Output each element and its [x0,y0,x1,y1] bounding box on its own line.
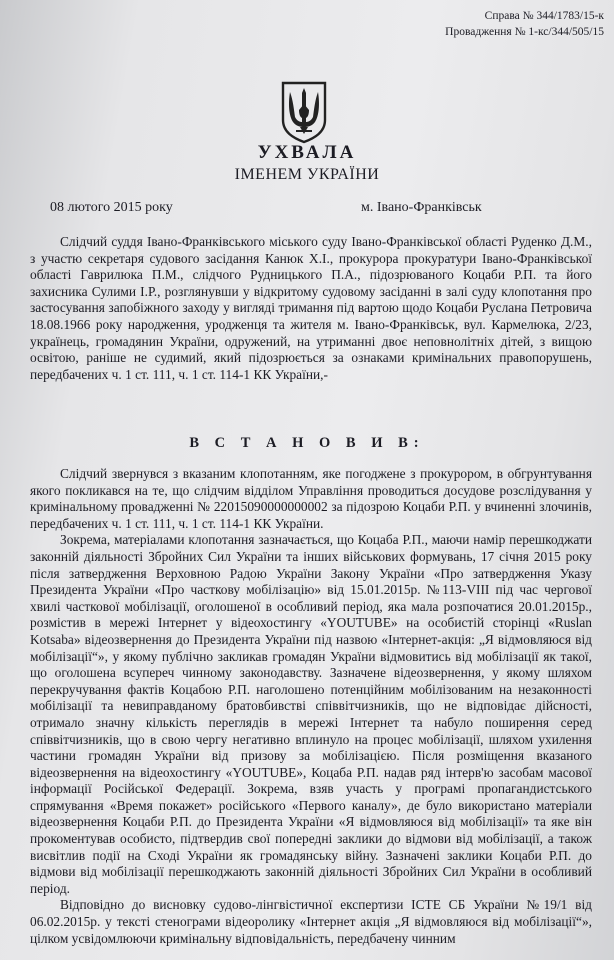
case-number: Справа № 344/1783/15-к [484,10,604,22]
intro-paragraph-block [30,234,592,383]
document-place: м. Івано-Франківськ [361,200,482,215]
body-paragraphs [30,466,592,947]
paragraph-3: Відповідно до висновку судово-лінгвістичної експертизи ІСТЕ СБ України №19/1 від 06.02.2015р. у тексті стенограми відеоролику «Інтернет акція „Я відмовляюся від мобілізації“», цілком усвідомлюючи кримінальну відповідальність, передбачену чинним [30,897,592,946]
paragraph-2: Зокрема, матеріалами клопотання зазначається, що Коцаба Р.П., маючи намір перешкоджати законній діяльності Збройних Сил України та інших військових формувань, 17 січня 2015 року після затвердження Верховною Радою України Закону України «Про затвердження Указу Президента України «Про часткову мобілізацію» від 15.01.2015р. №113-VIII під час чергової хвилі часткової мобілізації, оголошеної в особливий період, яка мала розпочатися 20.01.2015р., розмістив в мережі Інтернет у відеохостингу «YOUTUBE» на особистій сторінці «Ruslan Kotsaba» відеозвернення до Президента України під назвою «Інтернет-акція: „Я відмовляюся від мобілізації“», у якому публічно закликав громадян України відмовитись від мобілізації як такої, що оголошена всупереч чинному законодавству. Зазначене відеозвернення, у якому шляхом перекручування фактів Коцабою Р.П. наголошено потенційним мобілізованим на незаконності мобілізації та невиправданому братовбивстві співвітчизників, що не відповідає дійсності, отримало значну кількість переглядів в мережі Інтернет та набуло поширення серед співвітчизників, що в свою чергу негативно вплинуло на процес мобілізації, шляхом ухилення частини громадян України від призову за мобілізацією. Після розміщення вказаного відеозвернення на відеохостингу «YOUTUBE», Коцаба Р.П. надав ряд інтерв'ю засобам масової інформації Російської Федерації. Зокрема, взяв участь у програмі пропагандистського спрямування «Время покажет» російського «Первого каналу», де було використано матеріали відеозвернення Коцаби Р.П. до Президента України «Я відмовляюся від мобілізації» та яке він прокоментував особисто, підтвердив свої попередні заклики до відмови від мобілізації, а також висвітлив події на Сході України як громадянську війну. Зазначені заклики Коцаби Р.П. до відмови від мобілізації перешкоджають законній діяльності Збройних Сил України в особливий період. [30,532,592,896]
paragraph-1: Слідчий звернувся з вказаним клопотанням, яке погоджене з прокурором, в обгрунтування якого покликався на те, що слідчим відділом Управління проводиться досудове розслідування у кримінальному провадженні № 22015090000000002 за підозрою Коцаби Р.П. у вчиненні злочинів, передбачених ч. 1 ст. 111, ч. 1 ст. 114-1 КК України. [30,466,592,531]
case-reference [445,8,604,40]
section-heading: В С Т А Н О В И В: [189,435,425,451]
document-title: УХВАЛА [257,142,357,163]
proceeding-number: Провадження № 1-кс/344/505/15 [445,26,604,38]
trident-coat-of-arms-icon [279,80,329,144]
document-subtitle: ІМЕНЕМ УКРАЇНИ [234,166,380,183]
intro-paragraph: Слідчий суддя Івано-Франківського міського суду Івано-Франківської області Руденко Д.М., з участю секретаря судового засідання Канюк Х.І., прокурора прокуратури Івано-Франківської області Гаврилюка П.М., слідчого Рудницького П.А., підозрюваного Коцаби Р.П. та його захисника Сулими І.Р., розглянувши у відкритому судовому засіданні в залі суду клопотання про застосування запобіжного заходу у вигляді тримання під вартою щодо Коцаби Руслана Петровича 18.08.1966 року народження, уродженця та жителя м. Івано-Франківськ, вул. Кармелюка, 2/23, українець, громадянин України, одружений, на утриманні двоє неповнолітніх дітей, з вищою освітою, раніше не судимий, який підозрюється за ознаками кримінальних правопорушень, передбачених ч. 1 ст. 111, ч. 1 ст. 114-1 КК України,- [30,234,592,382]
document-date: 08 лютого 2015 року [50,200,173,215]
